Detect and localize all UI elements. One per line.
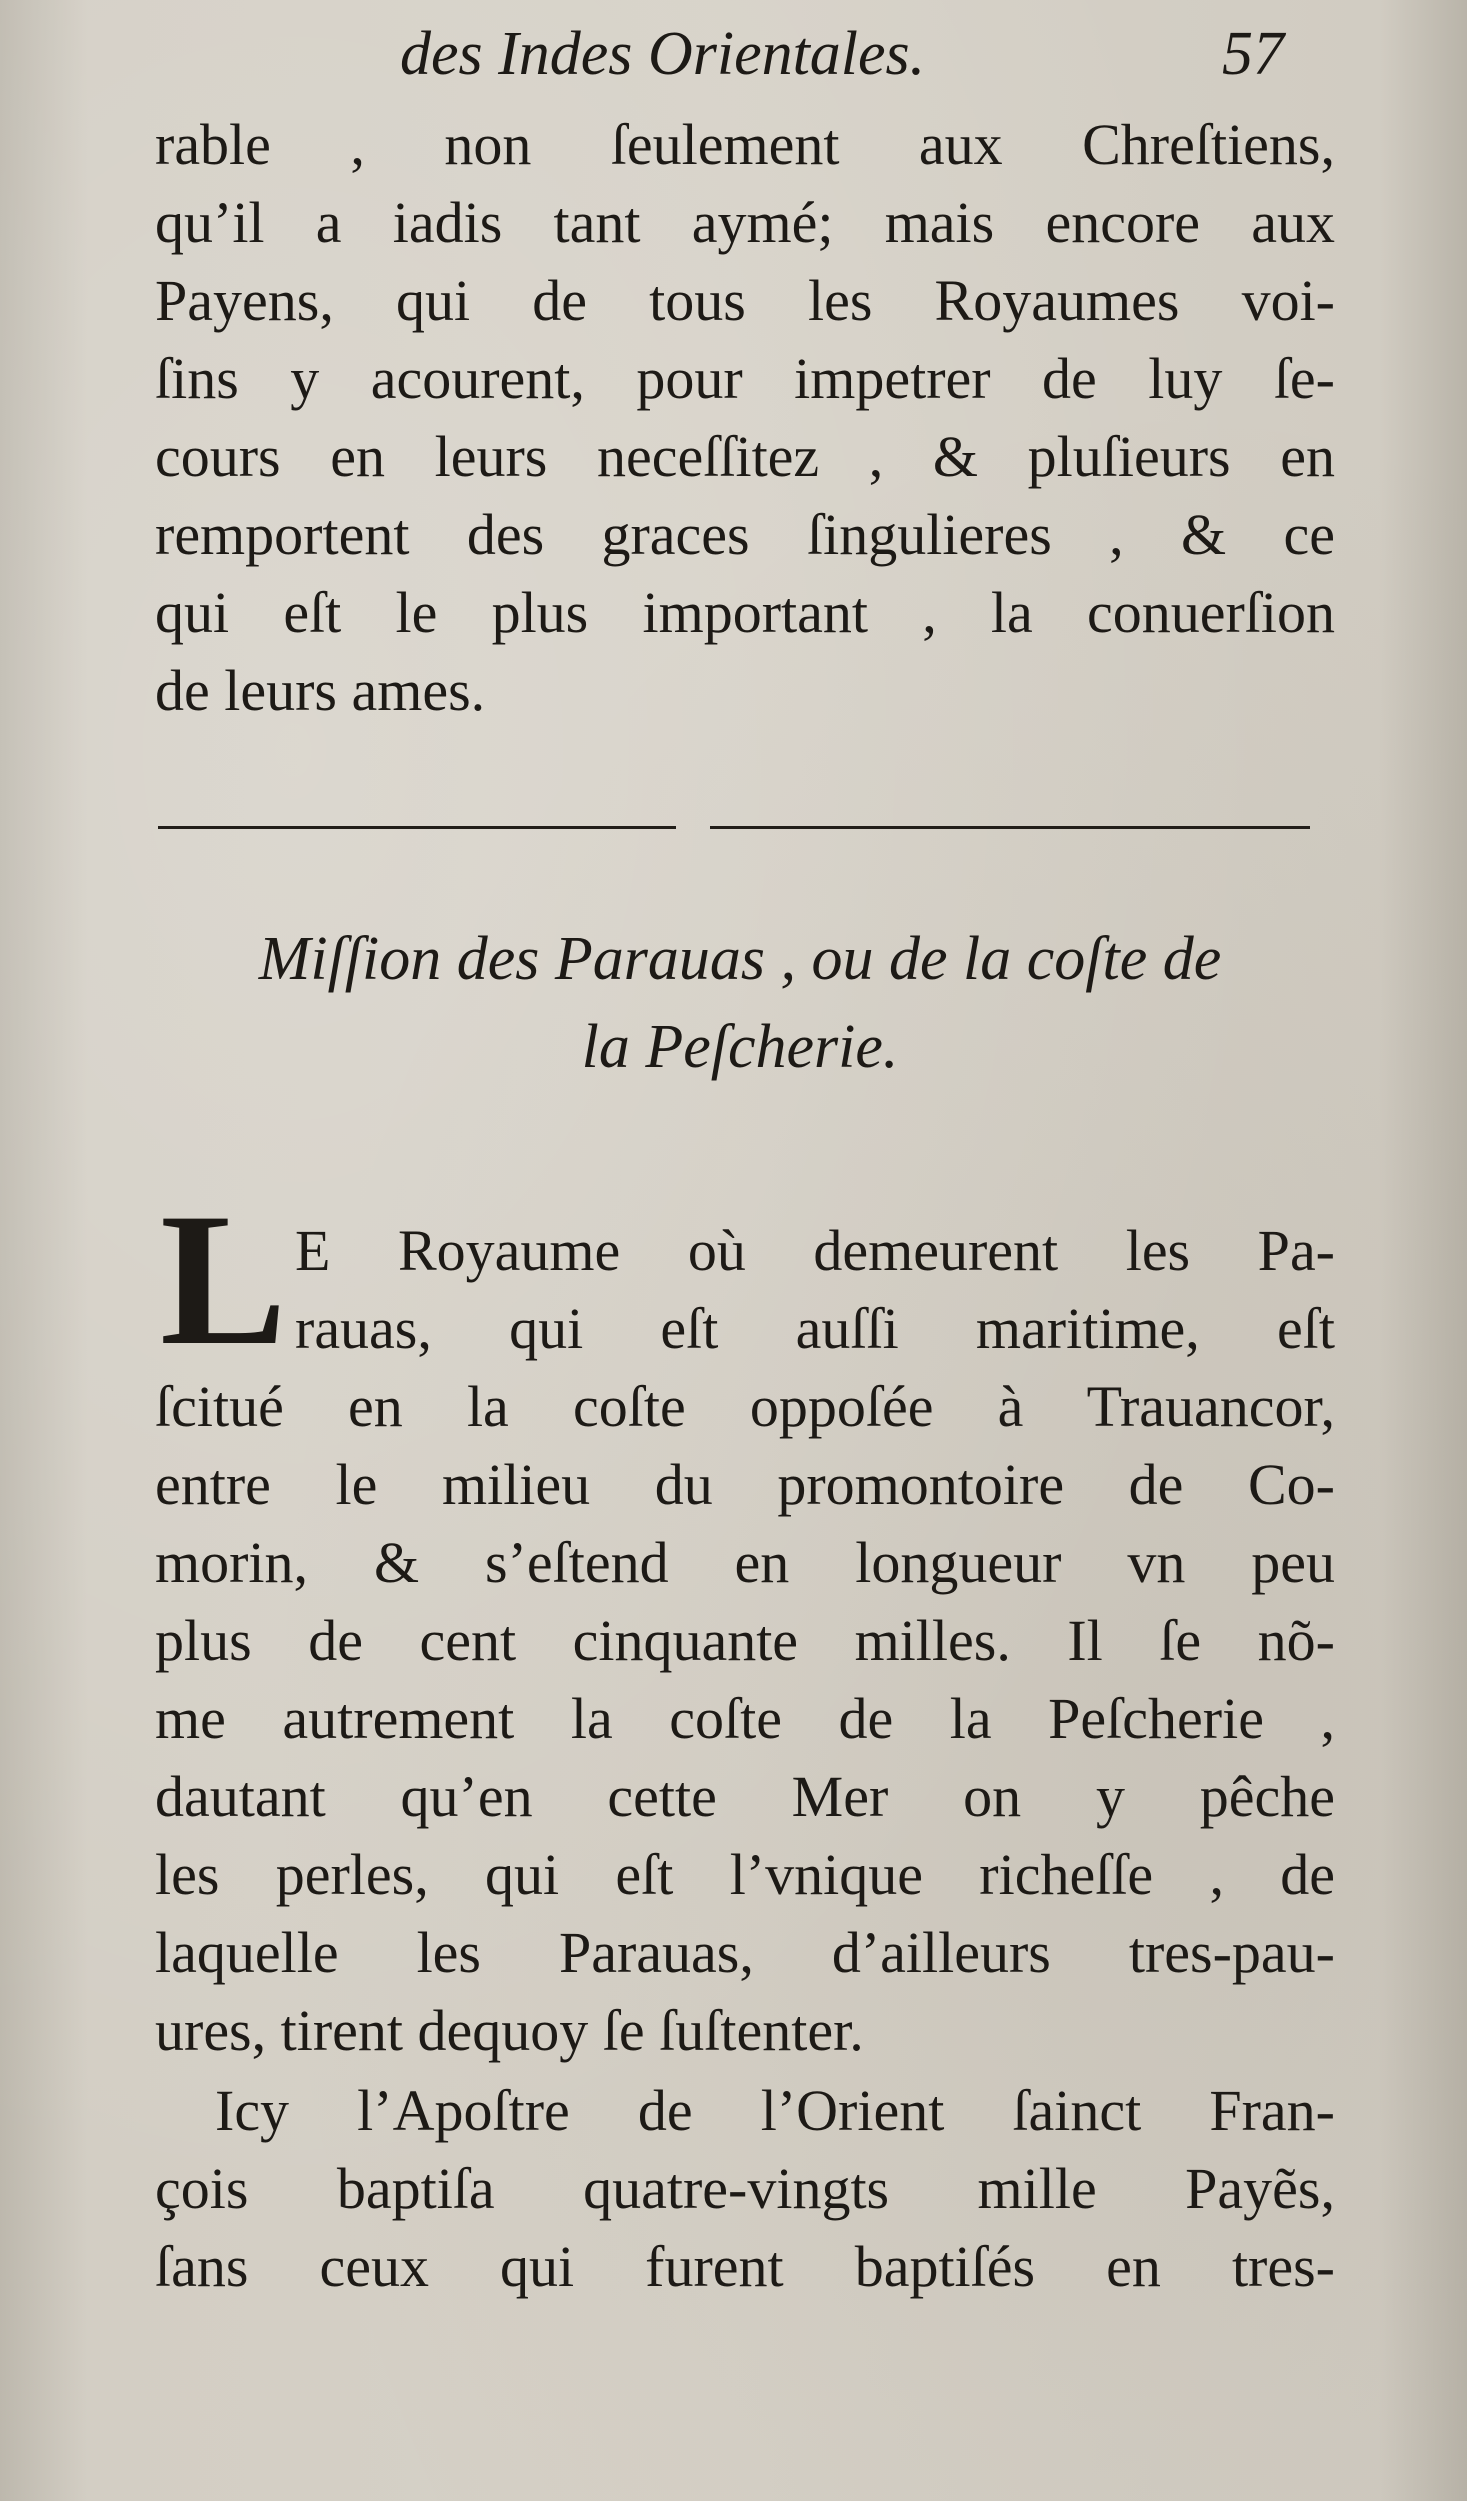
text-line: les perles, qui eſt l’vnique richeſſe , de (155, 1842, 1335, 1907)
section-divider-left (158, 826, 676, 829)
text-line: cours en leurs neceſſitez , & pluſieurs en (155, 424, 1335, 489)
text-line: çois baptiſa quatre-vingts mille Payẽs, (155, 2156, 1335, 2221)
text-line: dautant qu’en cette Mer on y pêche (155, 1764, 1335, 1829)
text-line: qui eſt le plus important , la conuerſion (155, 580, 1335, 645)
text-line: morin, & s’eſtend en longueur vn peu (155, 1530, 1335, 1595)
text-line: ſans ceux qui furent baptiſés en tres- (155, 2234, 1335, 2299)
text-line: Payens, qui de tous les Royaumes voi- (155, 268, 1335, 333)
text-line: me autrement la coſte de la Peſcherie , (155, 1686, 1335, 1751)
running-head (0, 14, 1467, 94)
text-line: remportent des graces ſingulieres , & ce (155, 502, 1335, 567)
running-title: des Indes Orientales. (400, 20, 926, 88)
drop-cap: L (160, 1175, 287, 1385)
text-line: E Royaume où demeurent les Pa- (295, 1218, 1335, 1283)
text-line: Icy l’Apoſtre de l’Orient ſainct Fran- (215, 2078, 1335, 2143)
text-line: laquelle les Parauas, d’ailleurs tres-pau- (155, 1920, 1335, 1985)
text-line: rable , non ſeulement aux Chreſtiens, (155, 112, 1335, 177)
top-paragraph (155, 106, 1335, 730)
section-heading (150, 915, 1330, 1091)
text-line: de leurs ames. (155, 658, 486, 723)
section-paragraph-1 (155, 1212, 1335, 2070)
text-line: qu’il a iadis tant aymé; mais encore aux (155, 190, 1335, 255)
text-line: entre le milieu du promontoire de Co- (155, 1452, 1335, 1517)
section-paragraph-2 (155, 2072, 1335, 2306)
text-line: plus de cent cinquante milles. Il ſe nõ- (155, 1608, 1335, 1673)
text-line: ſins y acourent, pour impetrer de luy ſe- (155, 346, 1335, 411)
heading-line: Miſſion des Parauas , ou de la coſte de (258, 925, 1222, 993)
page-number: 57 (1222, 20, 1284, 88)
text-line: ſcitué en la coſte oppoſée à Trauancor, (155, 1374, 1335, 1439)
section-divider-right (710, 826, 1310, 829)
heading-line: la Peſcherie. (581, 1013, 899, 1081)
text-line: rauas, qui eſt auſſi maritime, eſt (295, 1296, 1335, 1361)
text-line: ures, tirent dequoy ſe ſuſtenter. (155, 1998, 864, 2063)
